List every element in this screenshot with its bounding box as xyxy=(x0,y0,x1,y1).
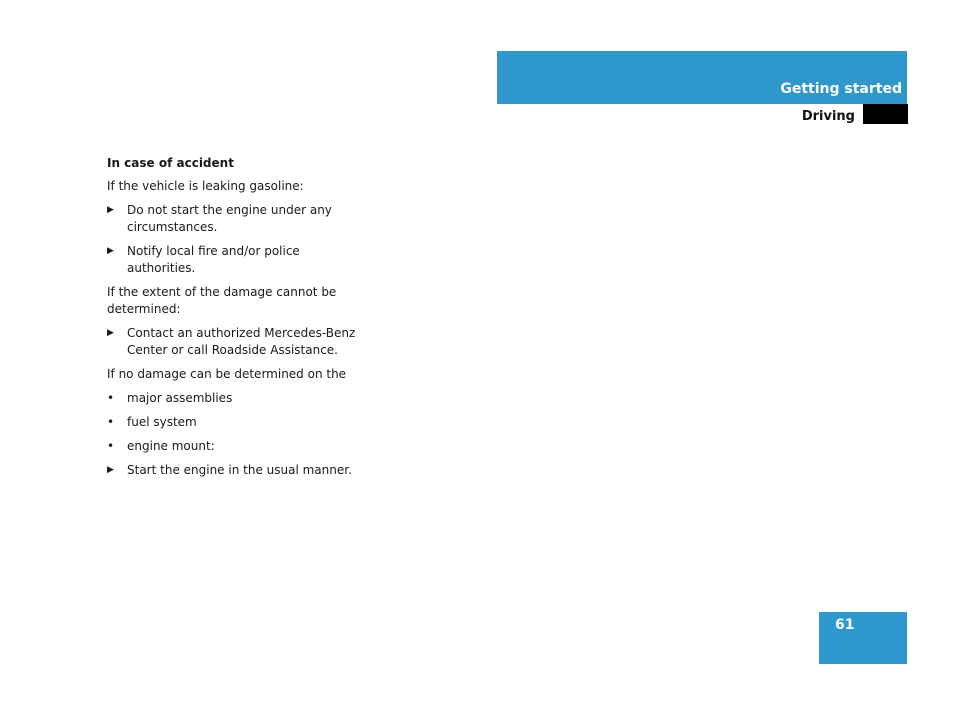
step-item xyxy=(107,462,357,479)
page-number: 61 xyxy=(835,617,855,633)
bullet-item xyxy=(107,438,357,455)
step-text: Start the engine in the usual manner. xyxy=(127,463,352,477)
step-text: Contact an authorized Mercedes-Benz Center or call Roadside Assistance. xyxy=(127,326,356,357)
steps-no-damage-list xyxy=(107,462,357,479)
steps-leak-list xyxy=(107,202,357,277)
steps-damage-unknown-list xyxy=(107,325,357,359)
bullet-text: engine mount: xyxy=(127,439,215,453)
triangle-bullet-icon: ▶ xyxy=(107,328,114,338)
step-item xyxy=(107,325,357,359)
bullet-text: fuel system xyxy=(127,415,197,429)
triangle-bullet-icon: ▶ xyxy=(107,205,114,215)
triangle-bullet-icon: ▶ xyxy=(107,246,114,256)
step-item xyxy=(107,202,357,236)
section-heading: In case of accident xyxy=(107,156,234,170)
subsection-marker xyxy=(863,104,908,124)
bullet-text: major assemblies xyxy=(127,391,233,405)
page-content xyxy=(107,155,357,486)
subsection-title: Driving xyxy=(801,109,855,124)
dot-bullet-icon: • xyxy=(107,439,115,453)
intro-no-damage: If no damage can be determined on the xyxy=(107,367,347,381)
triangle-bullet-icon: ▶ xyxy=(107,465,114,475)
step-text: Do not start the engine under any circumstances. xyxy=(127,203,332,234)
step-item xyxy=(107,243,357,277)
dot-bullet-icon: • xyxy=(107,391,115,405)
bullets-no-damage-list xyxy=(107,390,357,455)
intro-damage-unknown: If the extent of the damage cannot be determined: xyxy=(107,285,337,316)
intro-leak: If the vehicle is leaking gasoline: xyxy=(107,179,304,193)
dot-bullet-icon: • xyxy=(107,415,115,429)
step-text: Notify local fire and/or police authorities. xyxy=(127,244,300,275)
bullet-item xyxy=(107,414,357,431)
page-number-box xyxy=(819,612,907,664)
section-title: Getting started xyxy=(780,81,902,97)
bullet-item xyxy=(107,390,357,407)
